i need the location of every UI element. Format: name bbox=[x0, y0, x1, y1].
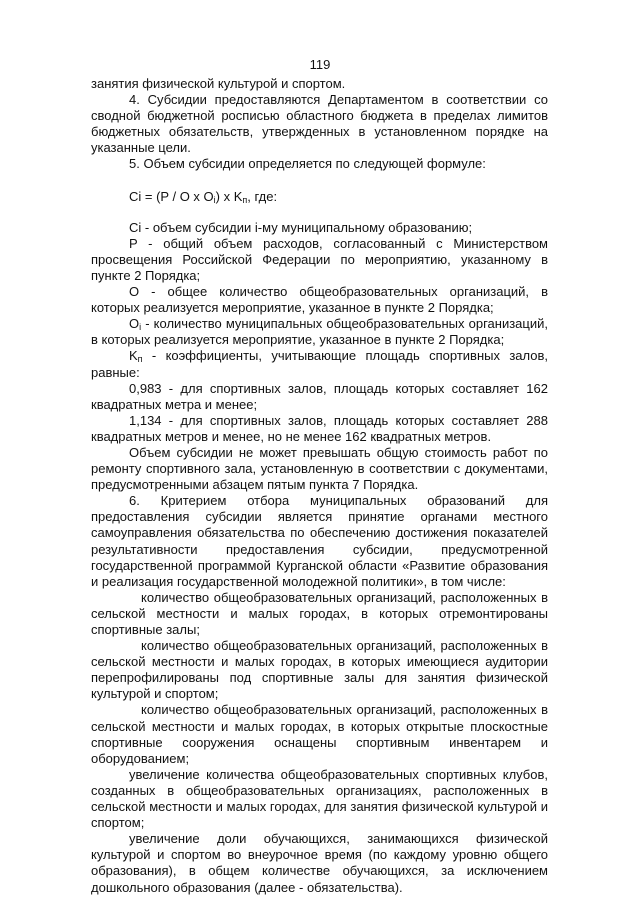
page-number: 119 bbox=[309, 57, 331, 72]
paragraph: 0,983 - для спортивных залов, площадь которых составляет 162 квадратных метра и менее; bbox=[91, 380, 548, 412]
paragraph: 1,134 - для спортивных залов, площадь которых составляет 288 квадратных метров и менее, но не менее 162 квадратных метров. bbox=[91, 412, 548, 444]
definition-kn: $K_п$ - коэффициенты, учитывающие площадь спортивных залов, равные: bbox=[91, 348, 548, 380]
formula-definitions bbox=[91, 220, 548, 317]
definition-paragraph: P - общий объем расходов, согласованный с Министерством просвещения Российской Федерации по мероприятию, указанному в пункте 2 Порядка; bbox=[91, 235, 548, 283]
definition-paragraph: O - общее количество общеобразовательных организаций, в которых реализуется мероприятие, указанное в пункте 2 Порядка; bbox=[91, 284, 548, 316]
definition-oi: $O_i$ - количество муниципальных общеобразовательных организаций, в которых реализуется мероприятие, указанное в пункте 2 Порядка; bbox=[91, 316, 548, 348]
main-paragraphs bbox=[91, 381, 548, 896]
intro-paragraphs bbox=[91, 76, 548, 173]
paragraph: количество общеобразовательных организаций, расположенных в сельской местности и малых городах, в которых открытые плоскостные спортивные сооружения оснащены спортивным инвентарем и оборудованием; bbox=[91, 702, 548, 766]
paragraph: 5. Объем субсидии определяется по следующей формуле: bbox=[129, 156, 486, 172]
subsidy-formula: Ci = (P / O x $O_i$) x $K_п$, где: bbox=[129, 188, 278, 205]
paragraph: Объем субсидии не может превышать общую стоимость работ по ремонту спортивного зала, установленную в соответствии с документами, предусмотренными абзацем пятым пункта 7 Порядка. bbox=[91, 444, 548, 493]
paragraph: количество общеобразовательных организаций, расположенных в сельской местности и малых городах, в которых отремонтированы спортивные залы; bbox=[91, 589, 548, 637]
paragraph: увеличение количества общеобразовательных спортивных клубов, созданных в общеобразовательных организациях, расположенных в сельской местности и малых городах, для занятия физической культурой и спортом; bbox=[91, 766, 548, 831]
paragraph: занятия физической культурой и спортом. bbox=[91, 76, 346, 91]
paragraph: увеличение доли обучающихся, занимающихся физической культурой и спортом во внеурочное время (по каждому уровню общего образования), в общем количестве обучающихся, за исключением дошкольного образования (далее - обязательства). bbox=[91, 831, 548, 895]
definition-paragraph: Ci - объем субсидии i-му муниципальному образованию; bbox=[129, 219, 473, 235]
paragraph: 6. Критерием отбора муниципальных образований для предоставления субсидии является принятие органами местного самоуправления обязательства по обеспечению достижения показателей результативности предоставления субсидии, предусмотренной государственной программой Курганской области «Развитие образования и реализация государственной молодежной политики», в том числе: bbox=[91, 493, 548, 589]
document-body bbox=[91, 76, 548, 896]
paragraph: количество общеобразовательных организаций, расположенных в сельской местности и малых городах, в которых имеющиеся аудитории перепрофилированы под спортивные залы для занятия физической культурой и спортом; bbox=[91, 638, 548, 702]
paragraph: 4. Субсидии предоставляются Департаментом в соответствии со сводной бюджетной росписью областного бюджета в пределах лимитов бюджетных обязательств, утвержденных в установленном порядке на указанные цели. bbox=[91, 92, 548, 156]
